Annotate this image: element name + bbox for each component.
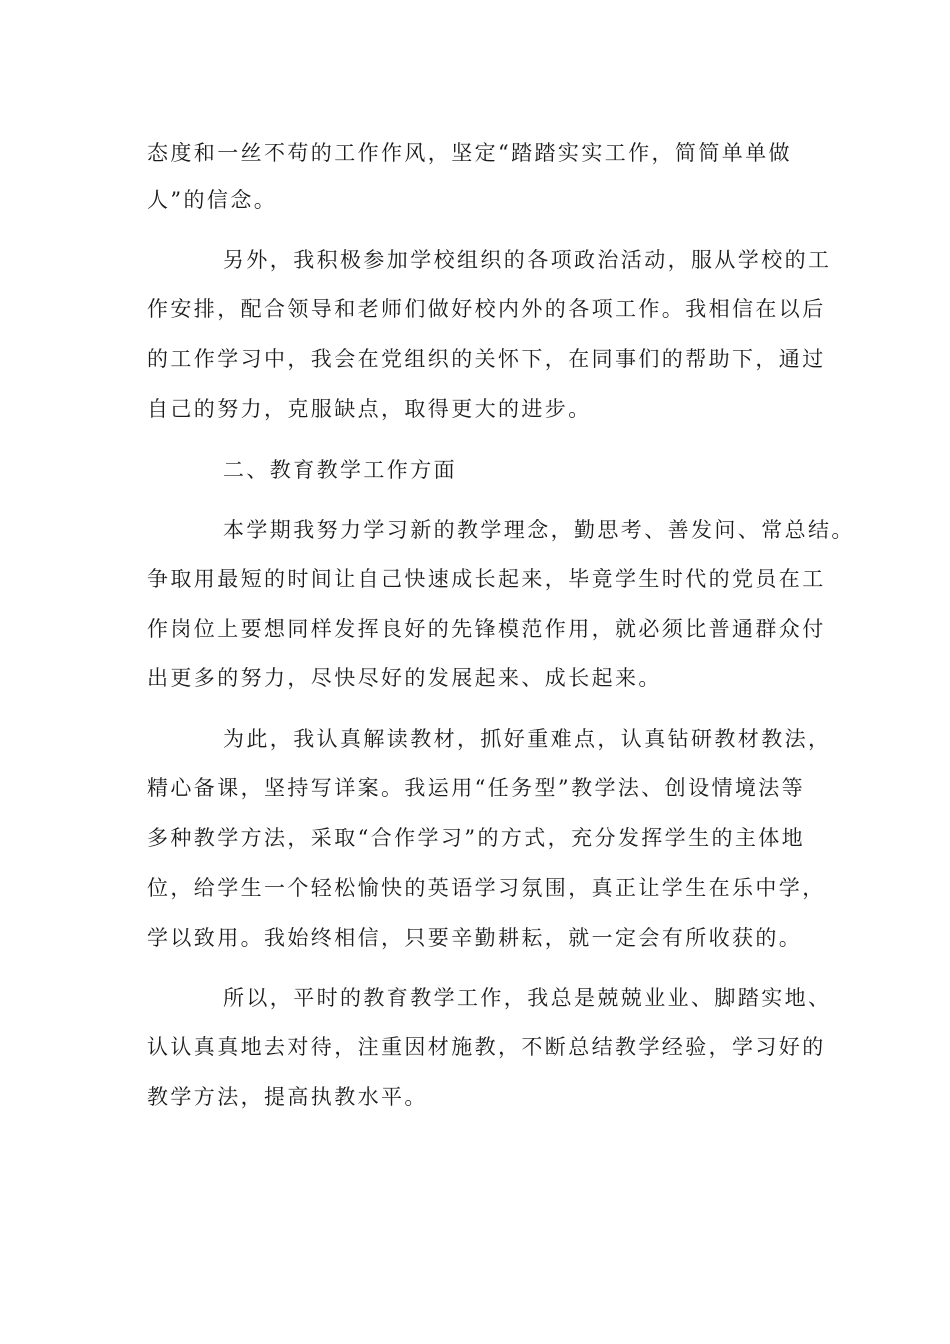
paragraph-2-line-4: 自己的努力，克服缺点，取得更大的进步。: [147, 397, 592, 421]
paragraph-2-line-3: 的工作学习中，我会在党组织的关怀下，在同事们的帮助下，通过: [147, 347, 826, 371]
paragraph-4-line-5: 学以致用。我始终相信，只要辛勤耕耘，就一定会有所收获的。: [147, 926, 803, 950]
paragraph-4-line-4: 位，给学生一个轻松愉快的英语学习氛围，真正让学生在乐中学，: [147, 876, 826, 900]
paragraph-3-line-3: 作岗位上要想同样发挥良好的先锋模范作用，就必须比普通群众付: [147, 617, 826, 641]
paragraph-3-line-4: 出更多的努力，尽快尽好的发展起来、成长起来。: [147, 666, 662, 690]
paragraph-3-line-1: 本学期我努力学习新的教学理念，勤思考、善发问、常总结。: [223, 518, 855, 542]
paragraph-5-line-1: 所以，平时的教育教学工作，我总是兢兢业业、脚踏实地、: [223, 986, 832, 1010]
paragraph-4-line-3: 多种教学方法，采取“合作学习”的方式，充分发挥学生的主体地: [147, 826, 806, 850]
paragraph-1-line-2: 人”的信念。: [147, 188, 278, 212]
paragraph-2-line-1: 另外，我积极参加学校组织的各项政治活动，服从学校的工: [223, 248, 832, 272]
paragraph-5-line-2: 认认真真地去对待，注重因材施教，不断总结教学经验，学习好的: [147, 1035, 826, 1059]
paragraph-5-line-3: 教学方法，提高执教水平。: [147, 1085, 428, 1109]
paragraph-4-line-2: 精心备课，坚持写详案。我运用“任务型”教学法、创设情境法等: [147, 776, 806, 800]
paragraph-1-line-1: 态度和一丝不苟的工作作风，坚定“踏踏实实工作，简简单单做: [147, 141, 792, 165]
paragraph-3-line-2: 争取用最短的时间让自己快速成长起来，毕竟学生时代的党员在工: [147, 567, 826, 591]
section-heading: 二、教育教学工作方面: [223, 458, 457, 482]
paragraph-2-line-2: 作安排，配合领导和老师们做好校内外的各项工作。我相信在以后: [147, 297, 826, 321]
paragraph-4-line-1: 为此，我认真解读教材，抓好重难点，认真钻研教材教法，: [223, 727, 832, 751]
